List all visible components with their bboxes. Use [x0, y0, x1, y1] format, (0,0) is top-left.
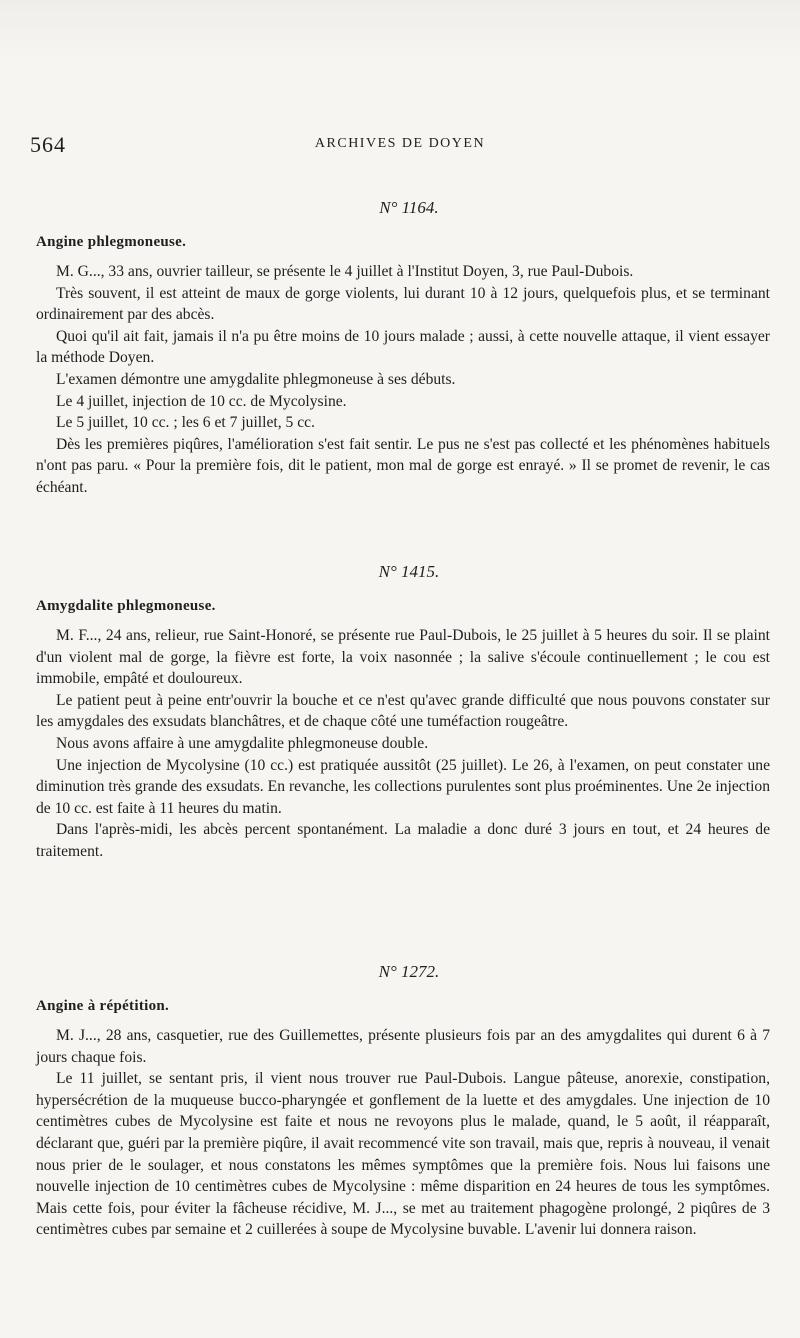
- case-number: N° 1164.: [379, 198, 439, 217]
- paragraph: Le patient peut à peine entr'ouvrir la bouche et ce n'est qu'avec grande difficulté que nous pouvons constater sur les amygdales des exsudats blanchâtres, et de chaque côté une tuméfaction rougeâtre.: [36, 691, 770, 731]
- paragraph: Dès les premières piqûres, l'amélioration s'est fait sentir. Le pus ne s'est pas collecté et les phénomènes habituels n'ont pas paru. « Pour la première fois, dit le patient, mon mal de gorge est enrayé. » Il se promet de revenir, le cas échéant.: [36, 435, 770, 496]
- paragraph: Une injection de Mycolysine (10 cc.) est pratiquée aussitôt (25 juillet). Le 26, à l'examen, on peut constater une diminution très grande des exsudats. En revanche, les collections purulentes sont plus proéminentes. Une 2e injection de 10 cc. est faite à 11 heures du matin.: [36, 756, 770, 817]
- paragraph: Le 11 juillet, se sentant pris, il vient nous trouver rue Paul-Dubois. Langue pâteuse, anorexie, constipation, hypersécrétion de la muqueuse bucco-pharyngée et gonflement de la luette et des amygdales. Une injection de 10 centimètres cubes de Mycolysine est faite et nous ne revoyons plus le malade, quand, le 5 août, il réapparaît, déclarant que, guéri par la première piqûre, il avait recommencé vite son travail, mais que, repris à nouveau, il venait nous prier de le soulager, et nous constatons les mêmes symptômes que la première fois. Nous lui faisons une nouvelle injection de 10 centimètres cubes de Mycolysine : même disparition en 24 heures de tous les symptômes. Mais cette fois, pour éviter la fâcheuse récidive, M. J..., se met au traitement phagogène prolongé, 2 piqûres de 3 centimètres cubes par semaine et 2 cuillerées à soupe de Mycolysine buvable. L'avenir lui donnera raison.: [36, 1070, 770, 1239]
- paragraph: M. G..., 33 ans, ouvrier tailleur, se présente le 4 juillet à l'Institut Doyen, 3, rue Paul-Dubois.: [56, 263, 634, 280]
- case-number: N° 1272.: [378, 962, 440, 981]
- case-title: Amygdalite phlegmoneuse.: [36, 598, 216, 614]
- case-1415: [36, 562, 770, 863]
- paragraph: L'examen démontre une amygdalite phlegmoneuse à ses débuts.: [56, 370, 456, 388]
- page-header: [30, 132, 770, 156]
- case-title: Angine phlegmoneuse.: [36, 234, 187, 250]
- case-number: N° 1415.: [378, 562, 440, 581]
- paragraph: M. F..., 24 ans, relieur, rue Saint-Honoré, se présente rue Paul-Dubois, le 25 juillet à 5 heures du soir. Il se plaint d'un violent mal de gorge, la fièvre est forte, la voix nasonnée ; la salive s'écoule continuellement ; le cou est immobile, empâté et douloureux.: [36, 627, 770, 688]
- paragraph: Quoi qu'il ait fait, jamais il n'a pu être moins de 10 jours malade ; aussi, à cette nouvelle attaque, il vient essayer la méthode Doyen.: [36, 327, 770, 367]
- case-1272: [36, 962, 770, 1241]
- paragraph: Très souvent, il est atteint de maux de gorge violents, lui durant 10 à 12 jours, quelquefois plus, et se terminant ordinairement par des abcès.: [36, 284, 770, 324]
- running-title: ARCHIVES DE DOYEN: [314, 136, 486, 151]
- paragraph: Nous avons affaire à une amygdalite phlegmoneuse double.: [56, 734, 429, 752]
- paragraph: Le 4 juillet, injection de 10 cc. de Mycolysine.: [56, 392, 347, 410]
- page-number: 564: [30, 132, 66, 157]
- case-1164: [36, 198, 770, 499]
- paragraph: M. J..., 28 ans, casquetier, rue des Guillemettes, présente plusieurs fois par an des amygdalites qui durent 6 à 7 jours chaque fois.: [36, 1027, 770, 1066]
- paragraph: Dans l'après-midi, les abcès percent spontanément. La maladie a donc duré 3 jours en tout, et 24 heures de traitement.: [36, 821, 770, 860]
- paragraph: Le 5 juillet, 10 cc. ; les 6 et 7 juillet, 5 cc.: [56, 414, 315, 432]
- case-title: Angine à répétition.: [36, 998, 170, 1014]
